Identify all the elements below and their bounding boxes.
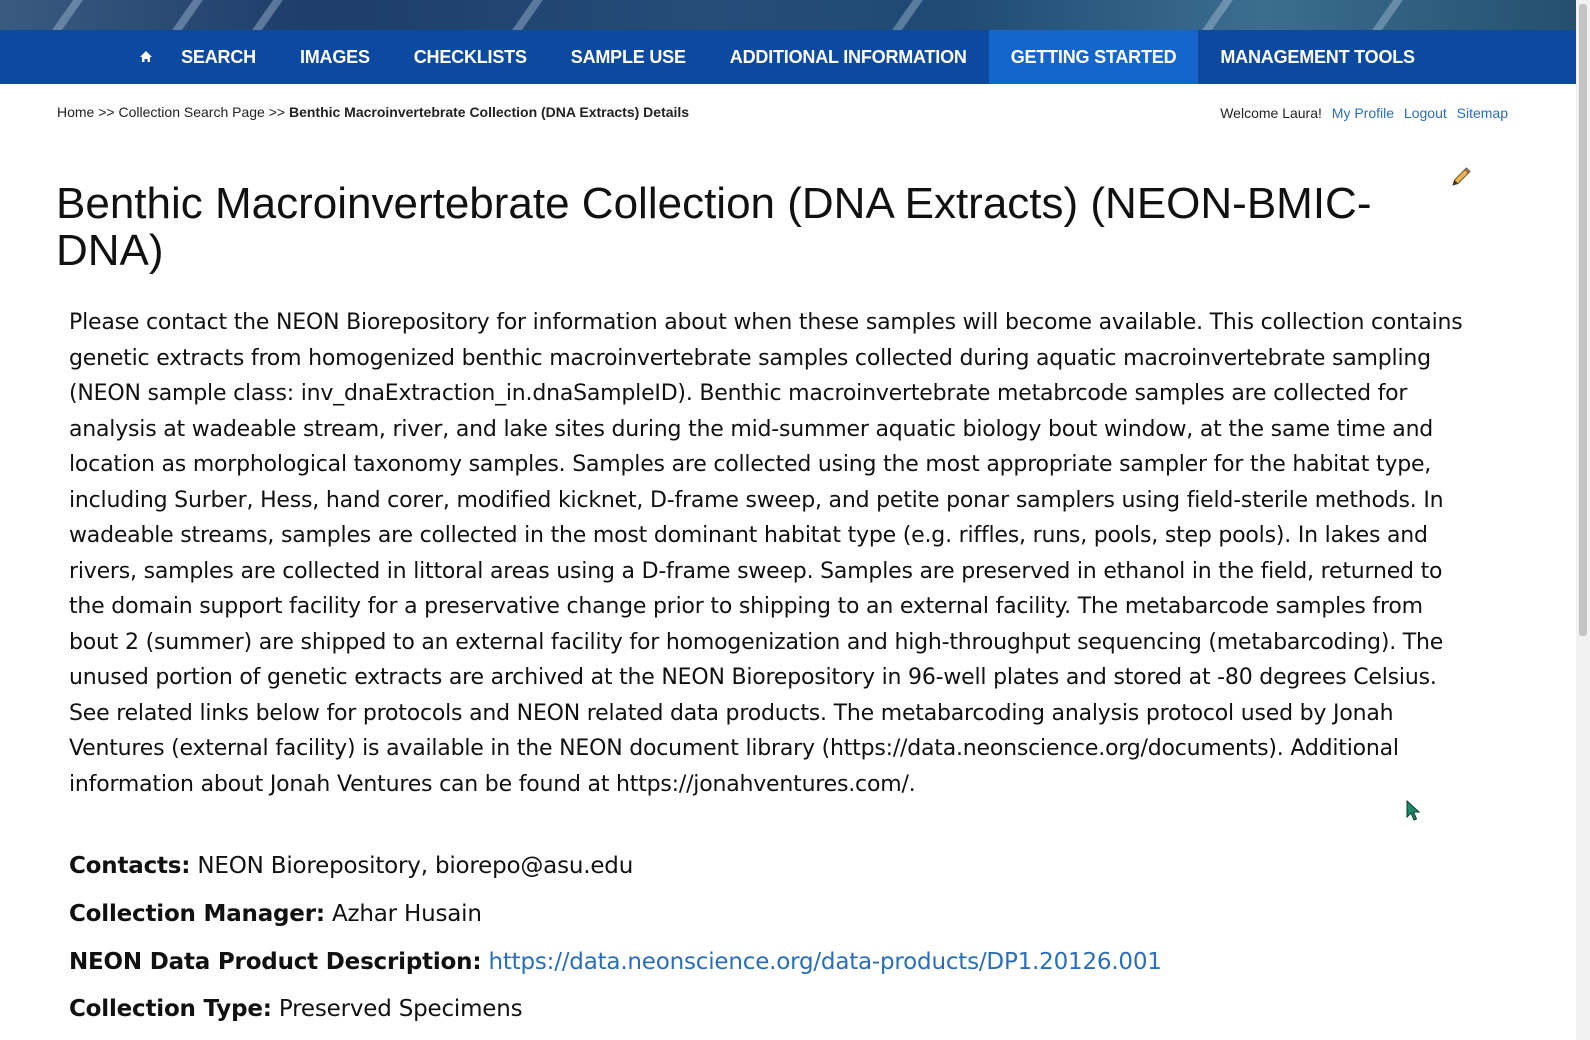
my-profile-link[interactable]: My Profile — [1331, 105, 1395, 121]
mouse-cursor-icon — [1406, 800, 1422, 822]
data-product-row — [69, 949, 1162, 975]
contacts-value: NEON Biorepository, biorepo@asu.edu — [197, 853, 634, 879]
breadcrumb-current: Benthic Macroinvertebrate Collection (DNA Extracts) Details — [288, 104, 690, 120]
scrollbar-thumb[interactable] — [1579, 4, 1587, 636]
collection-type-label: Collection Type: — [69, 996, 272, 1022]
user-bar — [1220, 105, 1508, 121]
collection-type-value: Preserved Specimens — [278, 996, 523, 1022]
collection-manager-value: Azhar Husain — [331, 901, 482, 927]
nav-checklists[interactable]: CHECKLISTS — [413, 46, 527, 67]
collection-description: Please contact the NEON Biorepository for information about when these samples will become available. This collection contains genetic extracts from homogenized benthic macroinvertebrate samples collected during aquatic macroinvertebrate sampling (NEON sample class: inv_dnaExtraction_in.dnaSampleID). Benthic macroinvertebrate metabrcode samples are collected for analysis at wadeable stream, river, and lake sites during the mid-summer aquatic biology bout window, at the same time and location as morphological taxonomy samples. Samples are collected using the most appropriate sampler for the habitat type, including Surber, Hess, hand corer, modified kicknet, D-frame sweep, and petite ponar samplers using field-sterile methods. In wadeable streams, samples are collected in the most dominant habitat type (e.g. riffles, runs, pools, step pools). In lakes and rivers, samples are collected in littoral areas using a D-frame sweep. Samples are preserved in ethanol in the field, returned to the domain support facility for a preservative change prior to shipping to an external facility. The metabarcode samples from bout 2 (summer) are shipped to an external facility for homogenization and high-throughput sequencing (metabarcoding). The unused portion of genetic extracts are archived at the NEON Biorepository in 96-well plates and stored at -80 degrees Celsius. See related links below for protocols and NEON related data products. The metabarcoding analysis protocol used by Jonah Ventures (external facility) is available in the NEON document library (https://data.neonscience.org/documents). Additional information about Jonah Ventures can be found at https://jonahventures.com/. — [69, 310, 1463, 797]
nav-search[interactable]: SEARCH — [181, 46, 256, 67]
header-banner — [0, 0, 1576, 30]
collection-type-row — [69, 996, 522, 1022]
collection-manager-label: Collection Manager: — [69, 901, 325, 927]
breadcrumb-separator: >> — [98, 104, 115, 120]
welcome-text: Welcome Laura! — [1220, 105, 1322, 121]
main-nav — [0, 30, 1576, 84]
breadcrumb — [57, 104, 689, 120]
logout-link[interactable]: Logout — [1403, 105, 1447, 121]
edit-pencil-icon[interactable] — [1450, 166, 1472, 188]
page-scrollbar[interactable] — [1576, 0, 1590, 1040]
contacts-label: Contacts: — [69, 853, 191, 879]
nav-getting-started[interactable]: GETTING STARTED — [989, 30, 1199, 84]
data-product-label: NEON Data Product Description: — [69, 949, 482, 975]
breadcrumb-search[interactable]: Collection Search Page — [118, 104, 265, 120]
nav-images[interactable]: IMAGES — [299, 46, 370, 67]
breadcrumb-home[interactable]: Home — [57, 104, 95, 120]
collection-manager-row — [69, 901, 482, 927]
nav-management-tools[interactable]: MANAGEMENT TOOLS — [1220, 46, 1415, 67]
nav-sample-use[interactable]: SAMPLE USE — [570, 46, 686, 67]
home-icon — [139, 50, 153, 64]
data-product-link[interactable]: https://data.neonscience.org/data-products/DP1.20126.001 — [488, 949, 1162, 975]
breadcrumb-separator: >> — [268, 104, 286, 120]
sitemap-link[interactable]: Sitemap — [1456, 105, 1508, 121]
nav-additional-information[interactable]: ADDITIONAL INFORMATION — [729, 46, 967, 67]
contacts-row — [69, 853, 633, 879]
page-title: Benthic Macroinvertebrate Collection (DNA Extracts) (NEON-BMIC-DNA) — [56, 179, 1372, 275]
nav-home[interactable] — [139, 30, 159, 84]
